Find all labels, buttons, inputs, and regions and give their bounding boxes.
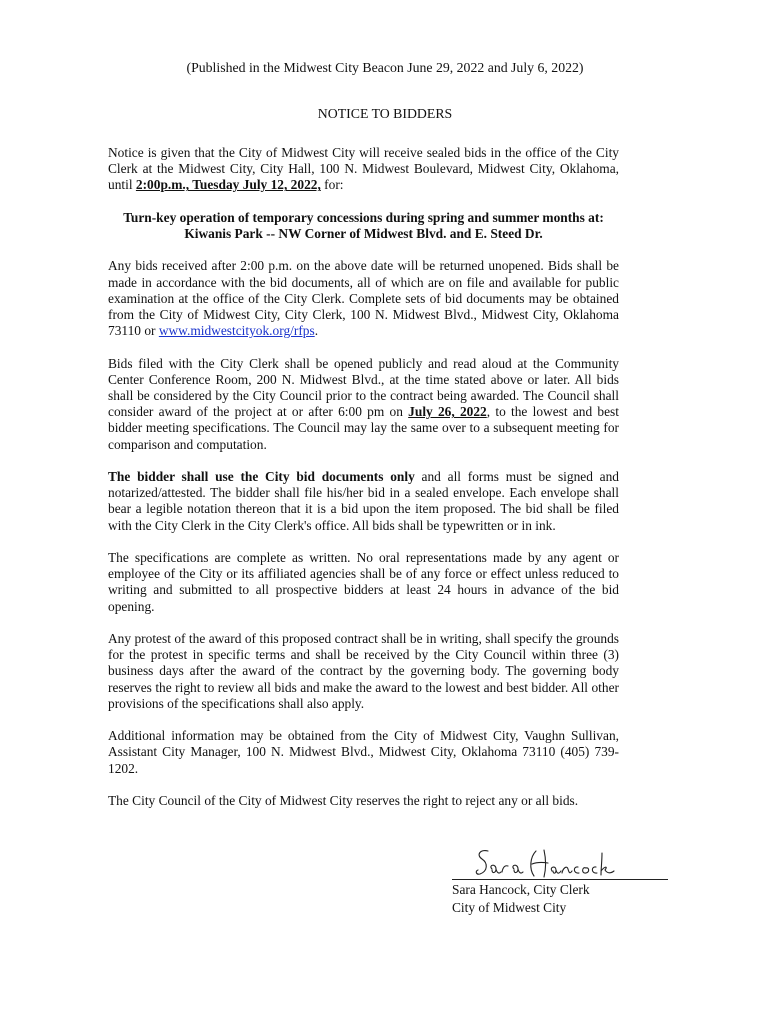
opening-text: Bids filed with the City Clerk shall be opened publicly and read aloud at the Community Center Conference Room, 200 N. Midwest Blvd., at the time stated above or later. All bids shall be considered by the City Council prior to the contract being awarded. The Council shall consider award of the project at or after 6:00 pm on <box>108 355 619 420</box>
publication-line: (Published in the Midwest City Beacon June 29, 2022 and July 6, 2022) <box>186 60 584 75</box>
late-bids-text: Any bids received after 2:00 p.m. on the above date will be returned unopened. Bids shall be made in accordance with the bid documents, all of which are on file and available for public examination at the office of the City Clerk. Complete sets of bid documents may be obtained from the City of Midwest City, City Clerk, 100 N. Midwest Blvd., Midwest City, Oklahoma 73110 or <box>108 258 619 339</box>
signer-name-title: Sara Hancock, City Clerk <box>452 882 590 897</box>
subject-heading <box>108 210 619 242</box>
paragraph-late-bids <box>108 258 619 339</box>
paragraph-bid-documents <box>108 469 619 534</box>
subject-line-2: Kiwanis Park -- NW Corner of Midwest Blvd. and E. Steed Dr. <box>184 226 543 241</box>
award-date: July 26, 2022 <box>408 404 487 420</box>
paragraph-additional-info: Additional information may be obtained from the City of Midwest City, Vaughn Sullivan, Assistant City Manager, 100 N. Midwest Blvd., Midwest City, Oklahoma 73110 (405) 739-1202. <box>108 728 619 776</box>
signature-block <box>452 843 672 916</box>
handwritten-signature <box>474 847 624 881</box>
notice-body <box>108 145 619 825</box>
opening-tail: , to the lowest and best bidder meeting specifications. The Council may lay the same over to a subsequent meeting for comparison and computation. <box>108 404 619 452</box>
signer-organization: City of Midwest City <box>452 900 567 915</box>
paragraph-protest: Any protest of the award of this proposed contract shall be in writing, shall specify the grounds for the protest in specific terms and shall be received by the City Council within three (3) business days after the award of the contract by the governing body. The governing body reserves the right to review all bids and make the award to the lowest and best bidder. All other provisions of the specifications shall also apply. <box>108 631 619 711</box>
bid-deadline: 2:00p.m., Tuesday July 12, 2022, <box>135 177 321 193</box>
bid-documents-text: and all forms must be signed and notarized/attested. The bidder shall file his/her bid in a sealed envelope. Each envelope shall bear a legible notation thereon that it is a bid upon the item proposed. The bid shall be filed with the City Clerk in the City Clerk's office. All bids shall be typewritten or in ink. <box>108 469 619 533</box>
subject-line-1: Turn-key operation of temporary concessions during spring and summer months at: <box>123 209 604 225</box>
signature-line <box>452 843 668 880</box>
paragraph-opening <box>108 356 619 453</box>
rfps-link[interactable]: www.midwestcityok.org/rfps <box>158 323 315 339</box>
paragraph-specifications: The specifications are complete as written. No oral representations made by any agent or employee of the City or its affiliated agencies shall be of any force or effect unless reduced to writing and submitted to all prospective bidders at least 24 hours in advance of the bid opening. <box>108 550 619 614</box>
bid-documents-emphasis: The bidder shall use the City bid documents only <box>108 469 415 484</box>
intro-tail: for: <box>320 177 344 193</box>
paragraph-reservation: The City Council of the City of Midwest City reserves the right to reject any or all bids. <box>108 793 579 808</box>
paragraph-intro <box>108 145 619 194</box>
intro-text: Notice is given that the City of Midwest City will receive sealed bids in the office of the City Clerk at the Midwest City, City Hall, 100 N. Midwest Boulevard, Midwest City, Oklahoma, until <box>108 145 619 193</box>
notice-title: NOTICE TO BIDDERS <box>317 106 453 121</box>
late-bids-tail: . <box>314 323 319 339</box>
